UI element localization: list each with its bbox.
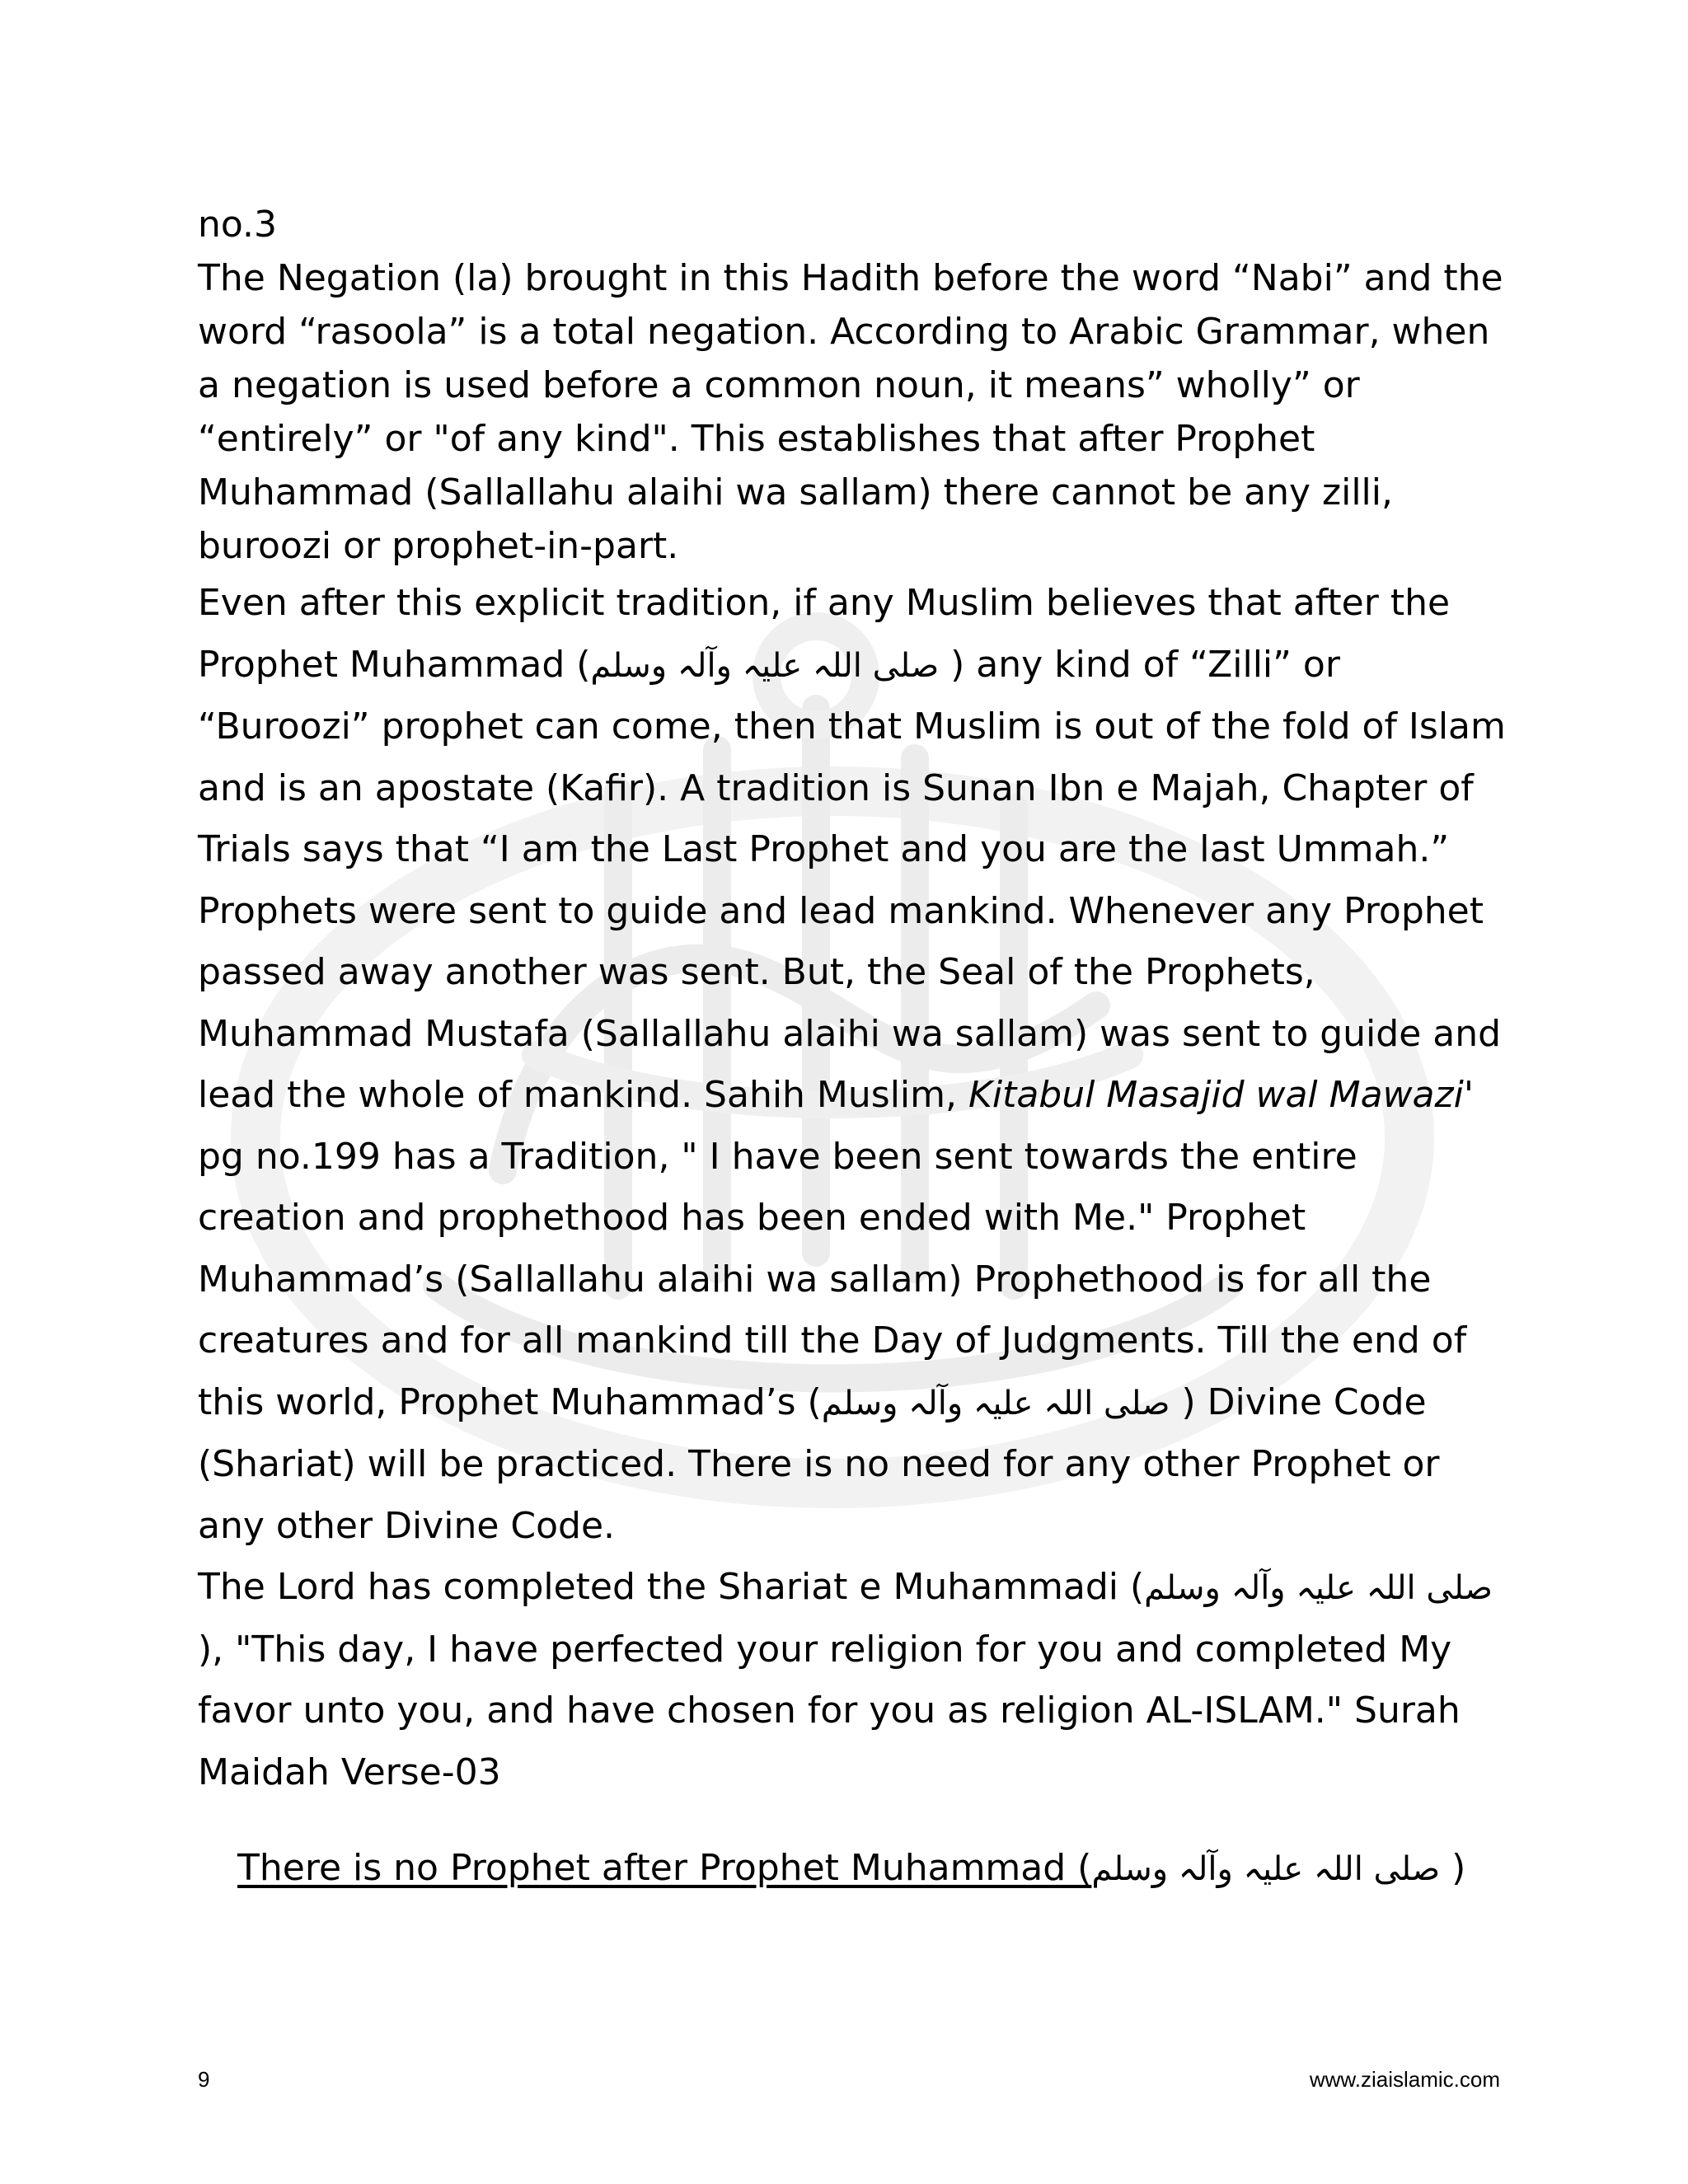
paragraph-tradition-part3: ' pg no.199 has a Tradition, " I have been sent towards the entire creation and prophethood has been ended with Me." Prophet Muhammad’s (Sallallahu alaihi wa sallam) Prophethood is for all the creatures and for all mankind till the Day of Judgments. Till the end of this world, Prophet Muhammad’s ( [198,1074,1474,1423]
arabic-salutation: صلی اللہ علیہ وآلہ وسلم [821,1384,1170,1422]
book-title-italic: Kitabul Masajid wal Mawazi [968,1074,1464,1116]
document-body [198,198,1508,1803]
paragraph-shariat-part2: ), "This day, I have perfected your religion for you and completed My favor unto you, and have chosen for you as religion AL-ISLAM." Surah Maidah Verse-03 [198,1628,1461,1793]
paragraph-shariat-part1: The Lord has completed the Shariat e Muhammadi ( [198,1566,1145,1608]
arabic-salutation: صلی اللہ علیہ وآلہ وسلم [590,646,940,685]
closing-statement-underlined: There is no Prophet after Prophet Muhammad ( [237,1847,1092,1889]
paragraph-tradition-part2: ) any kind of “Zilli” or “Buroozi” prophet can come, then that Muslim is out of the fold of Islam and is an apostate (Kafir). A tradition is Sunan Ibn e Majah, Chapter of Trials says that “I am the Last Prophet and you are the last Ummah.” Prophets were sent to guide and lead mankind. Whenever any Prophet passed away another was sent. But, the Seal of the Prophets, Muhammad Mustafa (Sallallahu alaihi wa sallam) was sent to guide and lead the whole of mankind. Sahih Muslim, [198,643,1506,1116]
closing-statement-end: ) [1440,1847,1466,1889]
page-number: 9 [198,2067,210,2092]
paragraph-shariat [198,1557,1508,1803]
arabic-salutation: صلی اللہ علیہ وآلہ وسلم [1144,1569,1493,1607]
paragraph-tradition [198,573,1508,1557]
section-heading: no.3 [198,204,278,246]
paragraph-tradition-part1: Even after this explicit tradition, if any Muslim believes that after the Prophet Muhammad ( [198,582,1451,686]
arabic-salutation: صلی اللہ علیہ وآلہ وسلم [1091,1850,1441,1888]
closing-statement [237,1840,1465,1898]
paragraph-tradition-part4: ) Divine Code (Shariat) will be practiced. There is no need for any other Prophet or any other Divine Code. [198,1380,1440,1547]
website-url: www.ziaislamic.com [1309,2067,1500,2092]
paragraph-negation: The Negation (la) brought in this Hadith before the word “Nabi” and the word “rasoola” is a total negation. According to Arabic Grammar, when a negation is used before a common noun, it means” wholly” or “entirely” or "of any kind". This establishes that after Prophet Muhammad (Sallallahu alaihi wa sallam) there cannot be any zilli, buroozi or prophet-in-part. [198,257,1503,567]
